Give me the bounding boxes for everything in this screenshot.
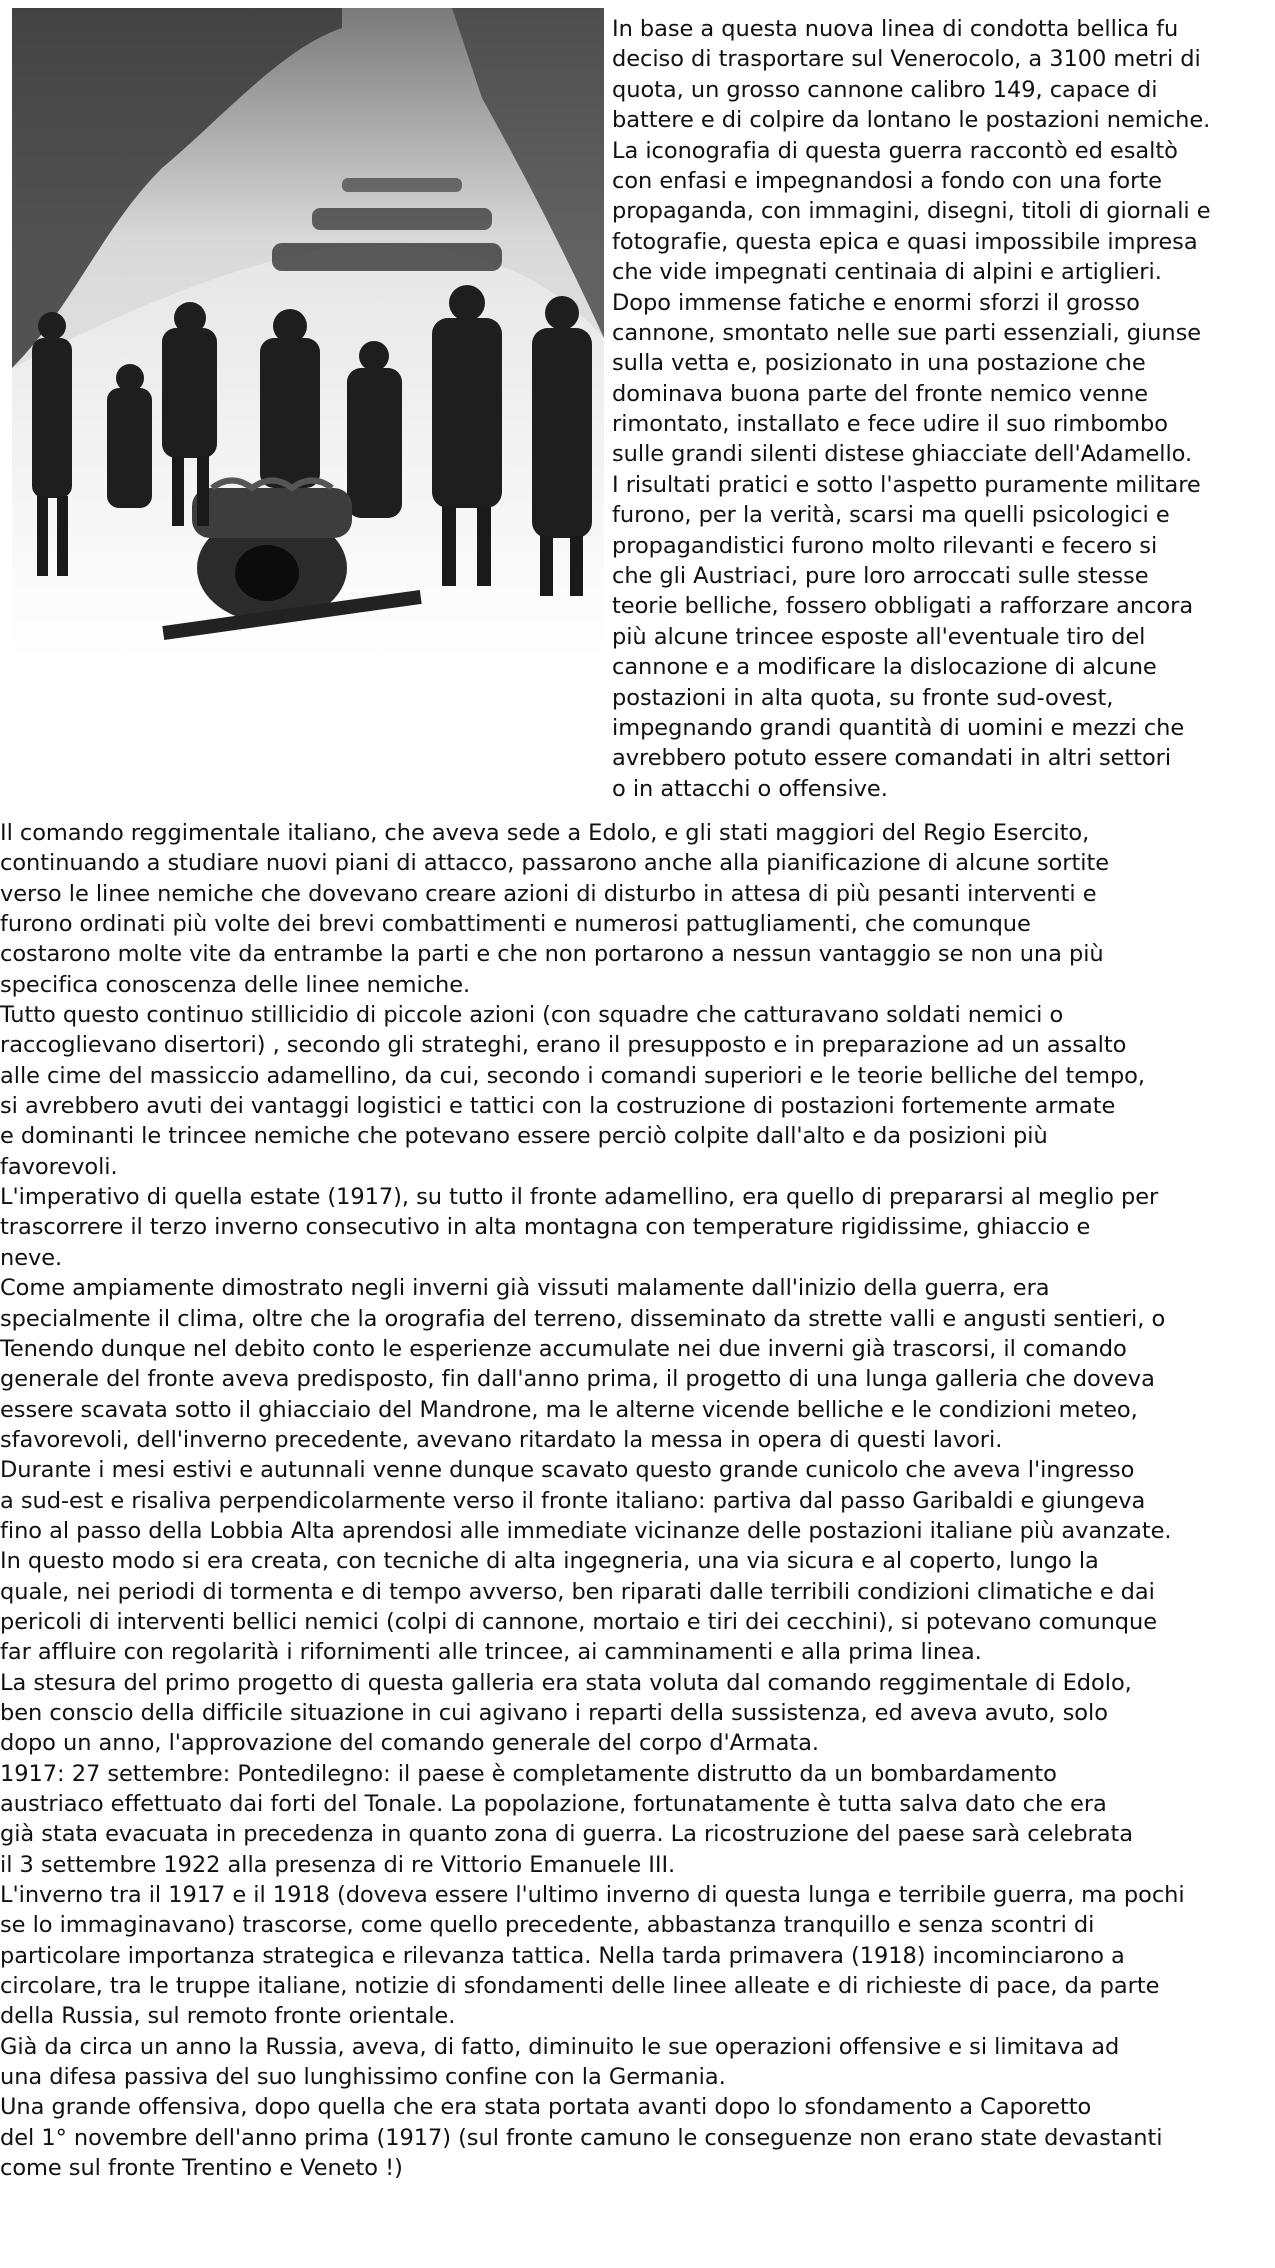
- side-text-line: sulla vetta e, posizionato in una postazione che: [612, 350, 1146, 377]
- side-text-line: con enfasi e impegnandosi a fondo con una forte: [612, 167, 1162, 194]
- side-text-line: avrebbero potuto essere comandati in altri settori: [612, 745, 1172, 772]
- main-text-line: già stata evacuata in precedenza in quanto zona di guerra. La ricostruzione del paese sarà celebrata: [0, 1821, 1133, 1848]
- side-text-line: fotografie, questa epica e quasi impossibile impresa: [612, 228, 1198, 255]
- main-text-line: pericoli di interventi bellici nemici (colpi di cannone, mortaio e tiri dei cecchini), si potevano comunque: [0, 1608, 1158, 1635]
- side-text-line: cannone e a modificare la dislocazione di alcune: [612, 654, 1157, 681]
- main-text-line: a sud-est e risaliva perpendicolarmente verso il fronte italiano: partiva dal passo Garibaldi e giungeva: [0, 1487, 1146, 1514]
- main-text-line: fino al passo della Lobbia Alta aprendosi alle immediate vicinanze delle postazioni italiane più avanzate.: [0, 1517, 1172, 1544]
- main-text-line: una difesa passiva del suo lunghissimo confine con la Germania.: [0, 2064, 726, 2091]
- main-text-line: della Russia, sul remoto fronte orientale.: [0, 2003, 456, 2030]
- main-text-line: sfavorevoli, dell'inverno precedente, avevano ritardato la messa in opera di questi lavori.: [0, 1426, 1003, 1453]
- side-text-line: o in attacchi o offensive.: [612, 775, 888, 802]
- main-text-line: L'imperativo di quella estate (1917), su tutto il fronte adamellino, era quello di prepararsi al meglio per: [0, 1184, 1159, 1211]
- side-text-line: propagandistici furono molto rilevanti e fecero si: [612, 532, 1158, 559]
- main-text-line: specifica conoscenza delle linee nemiche.: [0, 971, 471, 998]
- main-text-line: Già da circa un anno la Russia, aveva, di fatto, diminuito le sue operazioni offensive e si limitava ad: [0, 2033, 1120, 2060]
- main-paragraph: [0, 818, 1275, 2183]
- side-text-line: La iconografia di questa guerra raccontò ed esaltò: [612, 137, 1178, 164]
- main-text-line: 1917: 27 settembre: Pontedilegno: il paese è completamente distrutto da un bombardamento: [0, 1760, 1057, 1787]
- main-text-line: si avrebbero avuti dei vantaggi logistici e tattici con la costruzione di postazioni fortemente armate: [0, 1093, 1116, 1120]
- main-text-line: e dominanti le trincee nemiche che potevano essere perciò colpite dall'alto e da posizioni più: [0, 1123, 1048, 1150]
- main-text-line: furono ordinati più volte dei brevi combattimenti e numerosi pattugliamenti, che comunque: [0, 911, 1031, 938]
- side-text-line: quota, un grosso cannone calibro 149, capace di: [612, 76, 1158, 103]
- main-text-line: alle cime del massiccio adamellino, da cui, secondo i comandi superiori e le teorie belliche del tempo,: [0, 1062, 1145, 1089]
- main-text-line: Tutto questo continuo stillicidio di piccole azioni (con squadre che catturavano soldati nemici o: [0, 1002, 1064, 1029]
- main-text-line: Tenendo dunque nel debito conto le esperienze accumulate nei due inverni già trascorsi, il comando: [0, 1335, 1127, 1362]
- side-text-line: impegnando grandi quantità di uomini e mezzi che: [612, 714, 1185, 741]
- main-text-line: quale, nei periodi di tormenta e di tempo avverso, ben riparati dalle terribili condizioni climatiche e dai: [0, 1578, 1155, 1605]
- side-text-line: cannone, smontato nelle sue parti essenziali, giunse: [612, 319, 1202, 346]
- side-text-line: propaganda, con immagini, disegni, titoli di giornali e: [612, 198, 1211, 225]
- side-text-line: deciso di trasportare sul Venerocolo, a 3100 metri di: [612, 46, 1201, 73]
- main-text-line: particolare importanza strategica e rilevanza tattica. Nella tarda primavera (1918) incominciarono a: [0, 1942, 1125, 1969]
- main-text-line: continuando a studiare nuovi piani di attacco, passarono anche alla pianificazione di alcune sortite: [0, 850, 1110, 877]
- side-text-line: sulle grandi silenti distese ghiacciate dell'Adamello.: [612, 441, 1193, 468]
- main-text-line: il 3 settembre 1922 alla presenza di re Vittorio Emanuele III.: [0, 1851, 676, 1878]
- side-text-line: In base a questa nuova linea di condotta bellica fu: [612, 16, 1179, 42]
- main-text-line: specialmente il clima, oltre che la orografia del terreno, disseminato da strette valli e angusti sentieri, o: [0, 1305, 1166, 1332]
- main-text-line: circolare, tra le truppe italiane, notizie di sfondamenti delle linee alleate e di richieste di pace, da parte: [0, 1973, 1160, 2000]
- main-text-line: Come ampiamente dimostrato negli inverni già vissuti malamente dall'inizio della guerra, era: [0, 1275, 1050, 1302]
- main-text-line: neve.: [0, 1244, 63, 1271]
- side-text-line: postazioni in alta quota, su fronte sud-ovest,: [612, 684, 1114, 711]
- main-text-line: se lo immaginavano) trascorse, come quello precedente, abbastanza tranquillo e senza scontri di: [0, 1912, 1095, 1939]
- main-text-line: Il comando reggimentale italiano, che aveva sede a Edolo, e gli stati maggiori del Regio Esercito,: [0, 820, 1090, 846]
- main-text-line: austriaco effettuato dai forti del Tonale. La popolazione, fortunatamente è tutta salva dato che era: [0, 1791, 1107, 1817]
- main-text-line: del 1° novembre dell'anno prima (1917) (sul fronte camuno le conseguenze non erano state devastanti: [0, 2124, 1163, 2151]
- cannon-photo-icon: [12, 8, 604, 660]
- side-text-line: rimontato, installato e fece udire il suo rimbombo: [612, 411, 1168, 438]
- side-text-line: Dopo immense fatiche e enormi sforzi il grosso: [612, 289, 1140, 316]
- main-text-line: essere scavata sotto il ghiacciaio del Mandrone, ma le alterne vicende belliche e le condizioni meteo,: [0, 1396, 1138, 1423]
- side-text-line: che vide impegnati centinaia di alpini e artiglieri.: [612, 259, 1162, 286]
- main-text-line: generale del fronte aveva predisposto, fin dall'anno prima, il progetto di una lunga galleria che doveva: [0, 1366, 1155, 1393]
- side-text-line: furono, per la verità, scarsi ma quelli psicologici e: [612, 502, 1170, 529]
- main-text-line: L'inverno tra il 1917 e il 1918 (doveva essere l'ultimo inverno di questa lunga e terribile guerra, ma pochi: [0, 1882, 1185, 1909]
- historical-photo: [12, 8, 604, 660]
- side-text-line: più alcune trincee esposte all'eventuale tiro del: [612, 623, 1146, 650]
- main-text-line: dopo un anno, l'approvazione del comando generale del corpo d'Armata.: [0, 1730, 819, 1757]
- side-text-line: che gli Austriaci, pure loro arroccati sulle stesse: [612, 563, 1149, 590]
- main-text-line: favorevoli.: [0, 1153, 118, 1180]
- side-text-line: dominava buona parte del fronte nemico venne: [612, 380, 1149, 407]
- main-text-line: verso le linee nemiche che dovevano creare azioni di disturbo in attesa di più pesanti interventi e: [0, 880, 1097, 907]
- main-text-line: La stesura del primo progetto di questa galleria era stata voluta dal comando reggimentale di Edolo,: [0, 1669, 1132, 1696]
- main-text-line: come sul fronte Trentino e Veneto !): [0, 2155, 403, 2182]
- main-text-line: ben conscio della difficile situazione in cui agivano i reparti della sussistenza, ed aveva avuto, solo: [0, 1699, 1108, 1726]
- main-text-line: Durante i mesi estivi e autunnali venne dunque scavato questo grande cunicolo che aveva l'ingresso: [0, 1457, 1135, 1484]
- main-text-line: raccoglievano disertori) , secondo gli strateghi, erano il presupposto e in preparazione ad un assalto: [0, 1032, 1127, 1059]
- side-text-line: teorie belliche, fossero obbligati a rafforzare ancora: [612, 593, 1194, 620]
- main-text-line: costarono molte vite da entrambe la parti e che non portarono a nessun vantaggio se non una più: [0, 941, 1104, 968]
- main-text-line: trascorrere il terzo inverno consecutivo in alta montagna con temperature rigidissime, ghiaccio e: [0, 1214, 1091, 1241]
- side-paragraph: [612, 14, 1272, 804]
- main-text-line: far affluire con regolarità i rifornimenti alle trincee, ai camminamenti e alla prima linea.: [0, 1639, 982, 1666]
- main-text-line: Una grande offensiva, dopo quella che era stata portata avanti dopo lo sfondamento a Caporetto: [0, 2094, 1092, 2121]
- side-text-line: battere e di colpire da lontano le postazioni nemiche.: [612, 107, 1211, 134]
- side-text-line: I risultati pratici e sotto l'aspetto puramente militare: [612, 471, 1201, 498]
- main-text-line: In questo modo si era creata, con tecniche di alta ingegneria, una via sicura e al coperto, lungo la: [0, 1548, 1099, 1575]
